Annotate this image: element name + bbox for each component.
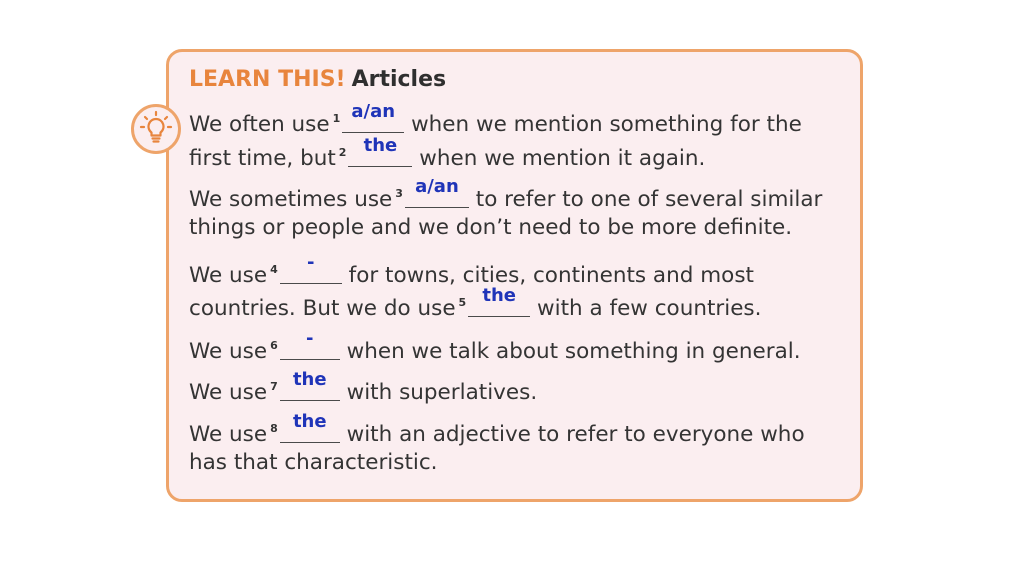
- answer-blank-7[interactable]: [280, 369, 340, 403]
- answer-blank-2[interactable]: [348, 135, 412, 169]
- blank-number: 6: [270, 339, 278, 352]
- rule-2-line-2: [189, 211, 792, 245]
- rule-1-line-1: [189, 102, 802, 136]
- blank-number: 3: [395, 187, 403, 200]
- answer-text: -: [306, 328, 314, 349]
- line-text: first time, but: [189, 146, 336, 171]
- line-text: when we mention it again.: [419, 146, 706, 171]
- line-text: when we mention something for the: [411, 112, 802, 137]
- blank-number: 2: [338, 146, 347, 159]
- line-text: things or people and we don’t need to be more definite.: [189, 215, 793, 240]
- heading-title: Articles: [351, 67, 447, 92]
- rule-3-line-1: [189, 253, 754, 287]
- line-text: countries. But we do use: [189, 296, 456, 321]
- lightbulb-icon: [134, 107, 178, 151]
- line-text: has that characteristic.: [189, 450, 438, 475]
- line-text: We use: [189, 380, 268, 405]
- answer-blank-8[interactable]: [280, 411, 340, 445]
- line-text: We use: [189, 422, 268, 447]
- rule-5-line-1: [189, 370, 537, 404]
- blank-number: 5: [458, 296, 467, 309]
- line-text: We use: [189, 263, 268, 288]
- answer-blank-5[interactable]: [468, 285, 530, 319]
- heading-kicker: LEARN THIS!: [189, 67, 346, 92]
- answer-text: the: [292, 369, 327, 390]
- answer-text: -: [307, 252, 315, 273]
- answer-text: the: [482, 285, 517, 306]
- line-text: We use: [189, 339, 268, 364]
- answer-text: a/an: [351, 101, 396, 122]
- rule-6-line-1: [189, 412, 805, 446]
- rule-3-line-2: [189, 286, 761, 320]
- answer-blank-4[interactable]: [280, 252, 342, 286]
- rule-1-line-2: [189, 136, 705, 170]
- line-text: to refer to one of several similar: [475, 187, 823, 212]
- line-text: when we talk about something in general.: [346, 339, 801, 364]
- answer-blank-3[interactable]: [405, 176, 469, 210]
- answer-text: a/an: [415, 176, 459, 197]
- line-text: for towns, cities, continents and most: [348, 263, 754, 288]
- line-text: We sometimes use: [189, 187, 393, 212]
- blank-number: 7: [270, 380, 278, 393]
- line-text: We often use: [189, 112, 330, 137]
- line-text: with a few countries.: [537, 296, 762, 321]
- answer-blank-1[interactable]: [342, 101, 404, 135]
- answer-blank-6[interactable]: [280, 328, 340, 362]
- rule-2-line-1: [189, 177, 822, 211]
- lightbulb-badge: [131, 104, 181, 154]
- answer-text: the: [292, 411, 327, 432]
- blank-number: 8: [270, 422, 278, 435]
- rule-4-line-1: [189, 329, 801, 363]
- blank-number: 4: [270, 263, 278, 276]
- answer-text: the: [363, 135, 398, 156]
- blank-number: 1: [332, 112, 341, 125]
- line-text: with an adjective to refer to everyone who: [346, 422, 805, 447]
- heading: [189, 64, 446, 96]
- rule-6-line-2: [189, 446, 438, 480]
- line-text: with superlatives.: [346, 380, 538, 405]
